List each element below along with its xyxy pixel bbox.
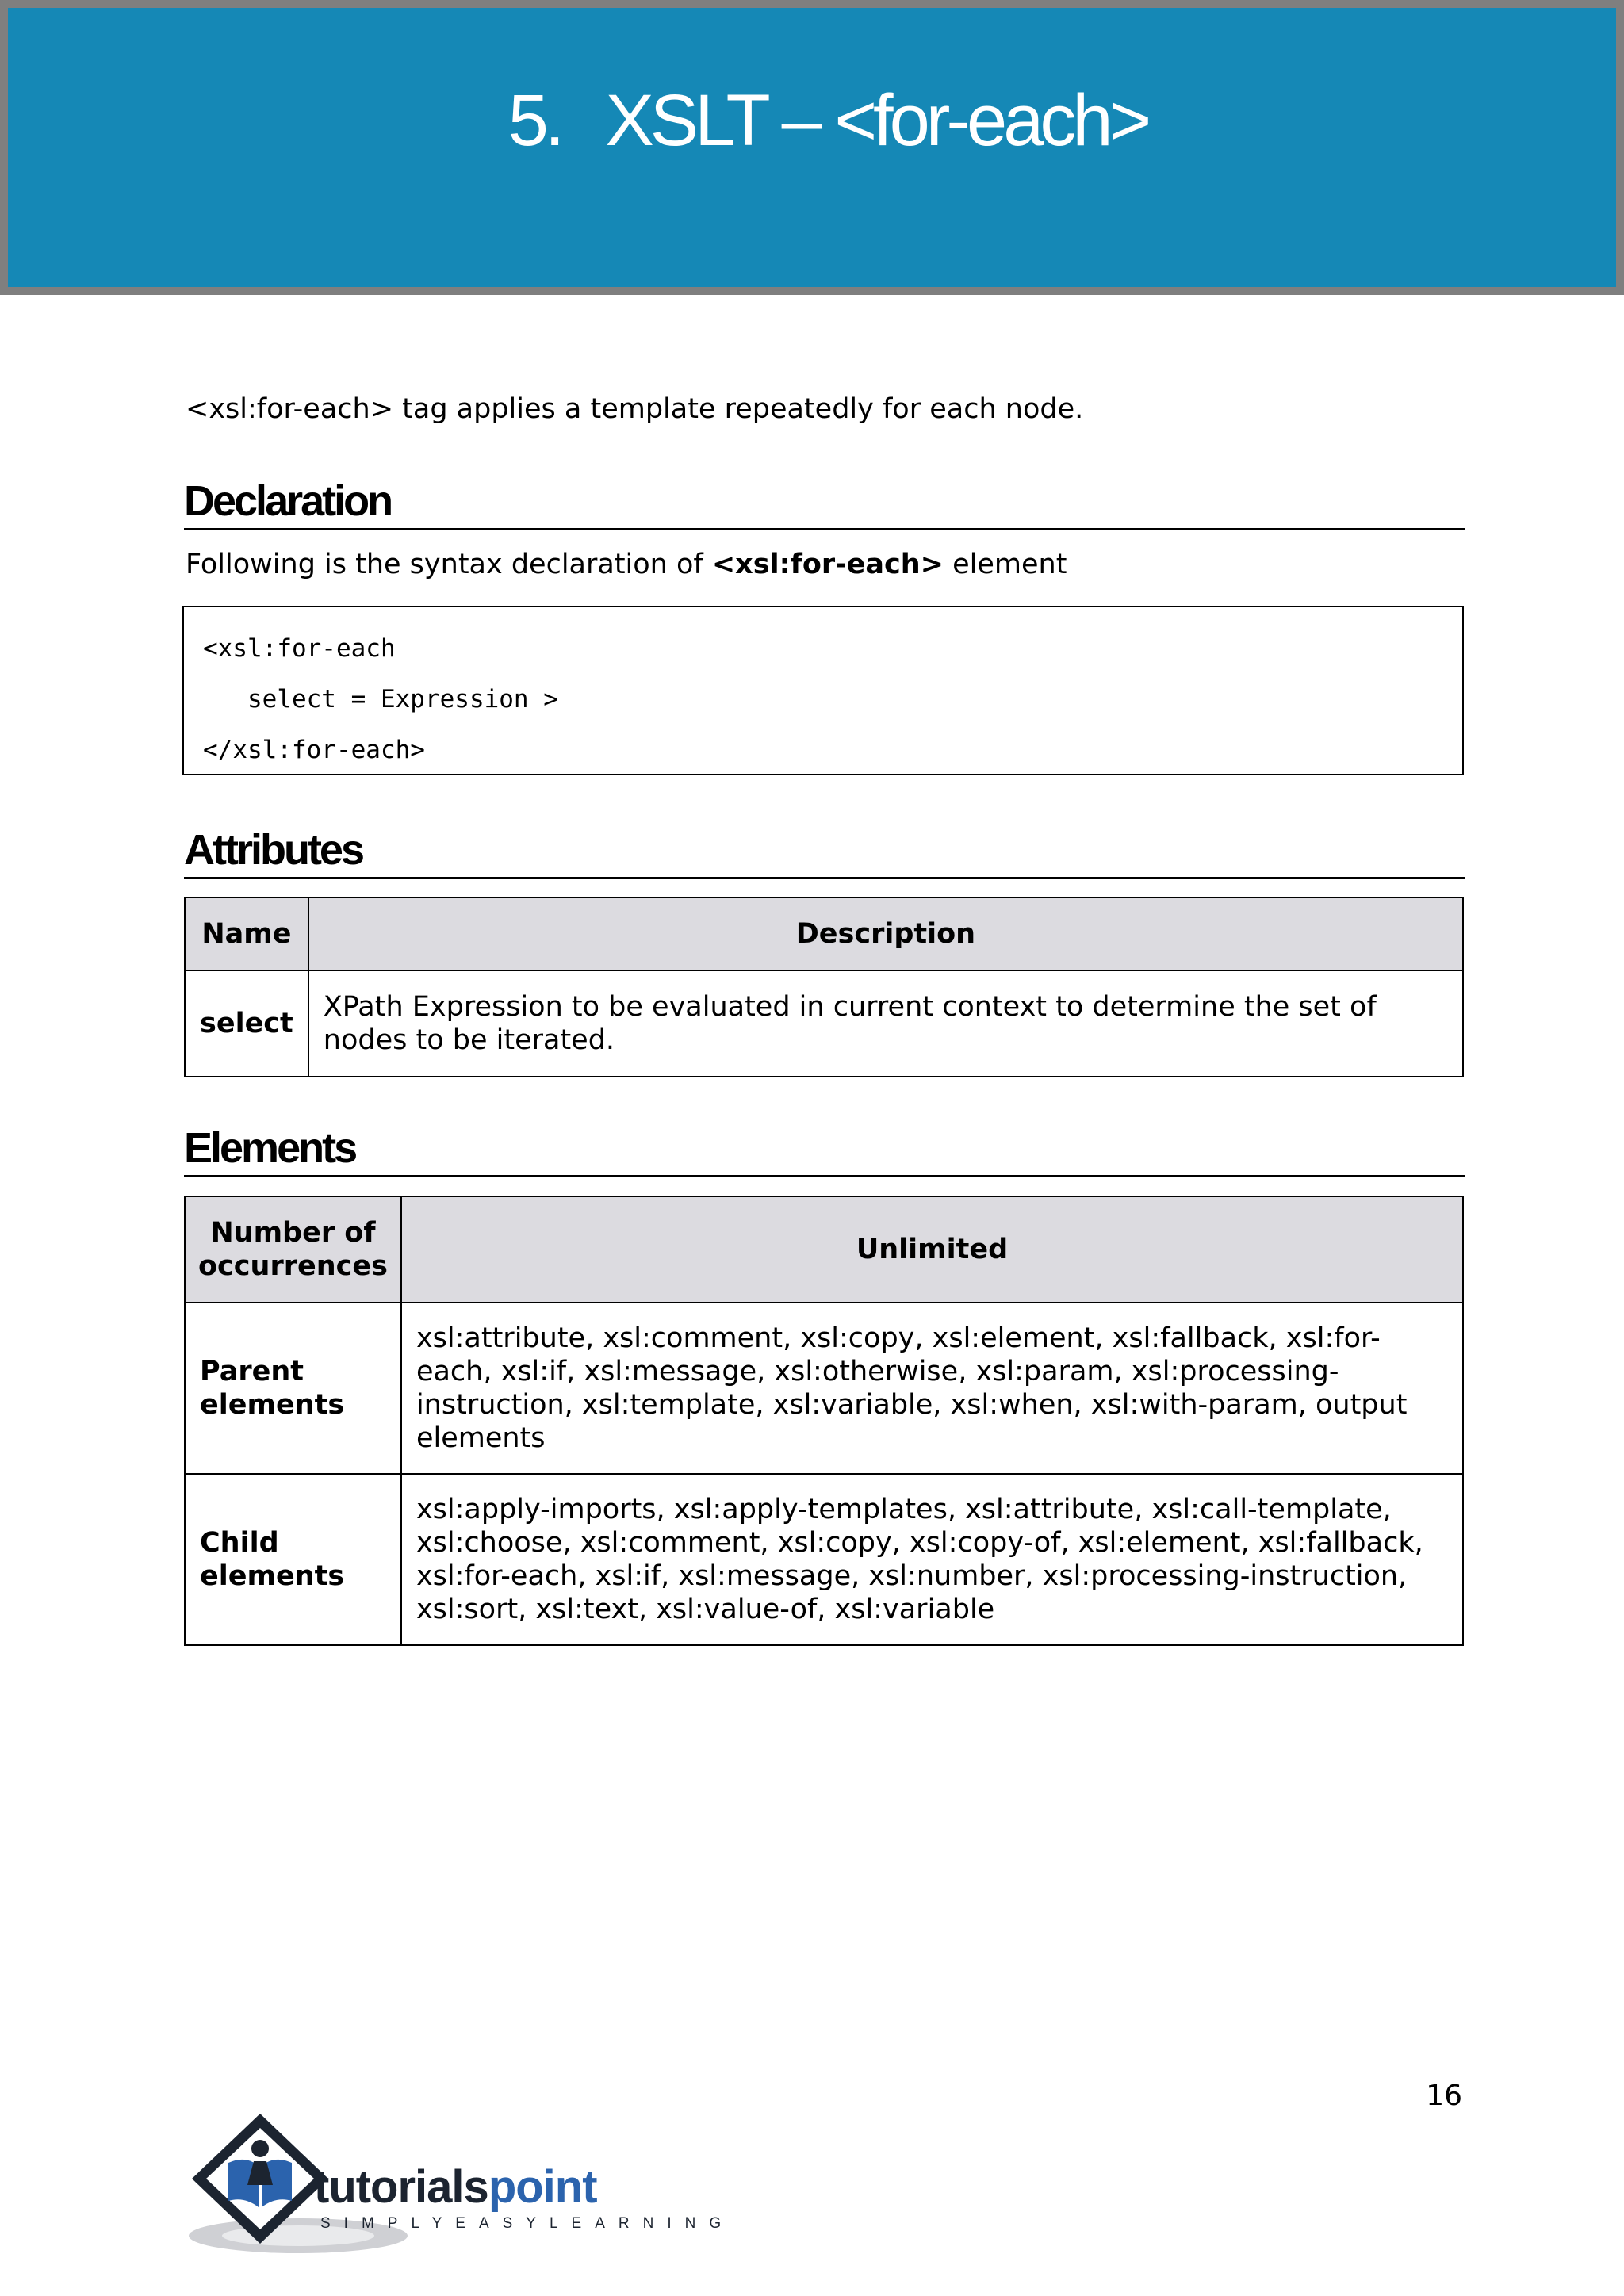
logo-wordmark: tutorialspoint	[314, 2161, 597, 2213]
table-row	[185, 1303, 1463, 1474]
child-elements-value: xsl:apply-imports, xsl:apply-templates, xsl:attribute, xsl:call-template, xsl:choose, xsl:comment, xsl:copy, xsl:copy-of, xsl:element, xsl:fallback, xsl:for-each, xsl:if, xsl:message, xsl:number, xsl:processing-instruction, xsl:sort, xsl:text, xsl:value-of, xsl:variable	[401, 1474, 1463, 1645]
elements-heading: Elements	[184, 1124, 1465, 1177]
elements-table	[184, 1196, 1464, 1646]
page-number: 16	[1426, 2080, 1462, 2112]
declaration-heading: Declaration	[184, 477, 1465, 530]
chapter-title	[8, 80, 1616, 161]
code-line: select = Expression >	[203, 685, 558, 714]
declaration-text-bold: <xsl:for-each>	[711, 549, 944, 580]
person-head-icon	[251, 2140, 269, 2157]
chapter-number: 5.	[508, 80, 561, 161]
declaration-text-before: Following is the syntax declaration of	[186, 549, 712, 580]
table-header-row	[185, 897, 1463, 970]
chapter-banner	[0, 0, 1624, 295]
code-block	[182, 606, 1464, 775]
parent-elements-label: Parent elements	[185, 1303, 401, 1474]
table-header-row	[185, 1196, 1463, 1303]
occurrences-label: Number of occurrences	[185, 1196, 401, 1303]
table-row	[185, 1474, 1463, 1645]
parent-elements-value: xsl:attribute, xsl:comment, xsl:copy, xsl:element, xsl:fallback, xsl:for-each, xsl:if, xsl:message, xsl:otherwise, xsl:param, xsl:processing-instruction, xsl:template, xsl:variable, xsl:when, xsl:with-param, output elements	[401, 1303, 1463, 1474]
logo-tagline: SIMPLYEASYLEARNING	[320, 2215, 735, 2232]
declaration-text	[186, 547, 1067, 582]
code-line: </xsl:for-each>	[203, 736, 425, 764]
declaration-text-after: element	[944, 549, 1067, 580]
attributes-heading: Attributes	[184, 826, 1465, 879]
intro-paragraph: <xsl:for-each> tag applies a template repeatedly for each node.	[186, 393, 1084, 425]
occurrences-value: Unlimited	[401, 1196, 1463, 1303]
child-elements-label: Child elements	[185, 1474, 401, 1645]
attribute-description: XPath Expression to be evaluated in current context to determine the set of nodes to be iterated.	[308, 970, 1463, 1077]
tutorialspoint-logo	[181, 2109, 735, 2260]
column-header-description: Description	[308, 897, 1463, 970]
code-line: <xsl:for-each	[203, 634, 396, 663]
attributes-table	[184, 897, 1464, 1077]
column-header-name: Name	[185, 897, 308, 970]
table-row	[185, 970, 1463, 1077]
attribute-name: select	[185, 970, 308, 1077]
chapter-name: XSLT – <for-each>	[605, 80, 1148, 161]
